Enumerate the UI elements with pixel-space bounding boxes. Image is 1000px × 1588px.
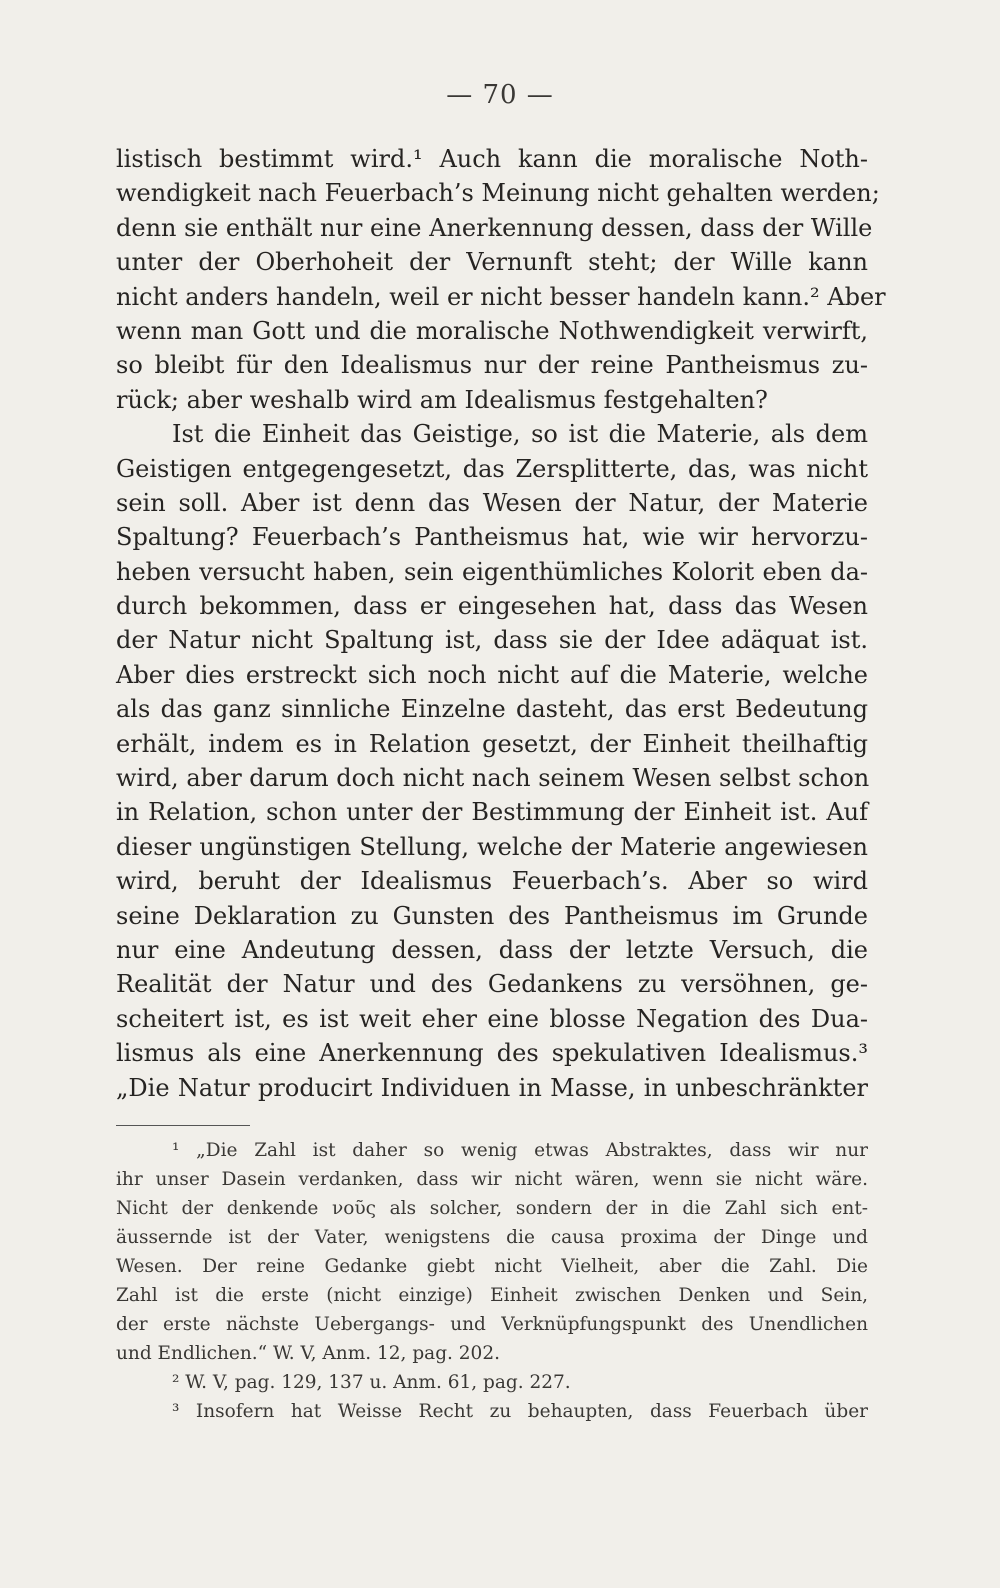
text-line: durch bekommen, dass er eingesehen hat, dass das Wesen [116, 592, 868, 621]
footnote-line: ihr unser Dasein verdanken, dass wir nicht wären, wenn sie nicht wäre. [116, 1169, 868, 1190]
text-line: heben versucht haben, sein eigenthümliches Kolorit eben da- [116, 557, 868, 586]
page-number: — 70 — [446, 80, 554, 110]
text-line: Spaltung? Feuerbach’s Pantheismus hat, wie wir hervorzu- [116, 523, 868, 552]
text-line: als das ganz sinnliche Einzelne dasteht, das erst Bedeutung [116, 695, 868, 724]
footnote-line: Nicht der denkende νοῦς als solcher, sondern der in die Zahl sich ent- [116, 1198, 868, 1219]
footnote-line: Wesen. Der reine Gedanke giebt nicht Vielheit, aber die Zahl. Die [116, 1256, 868, 1277]
body-text [116, 142, 886, 1105]
text-line: denn sie enthält nur eine Anerkennung dessen, dass der Wille [116, 213, 873, 242]
text-line: wird, beruht der Idealismus Feuerbach’s. Aber so wird [116, 867, 868, 896]
text-line: in Relation, schon unter der Bestimmung der Einheit ist. Auf [116, 798, 868, 827]
text-line: nicht anders handeln, weil er nicht besser handeln kann.² Aber [116, 282, 886, 311]
footnote-line: äussernde ist der Vater, wenigstens die causa proxima der Dinge und [116, 1227, 868, 1248]
text-line: unter der Oberhoheit der Vernunft steht; der Wille kann [116, 248, 868, 277]
text-line: dieser ungünstigen Stellung, welche der Materie angewiesen [116, 832, 868, 861]
text-line: seine Deklaration zu Gunsten des Pantheismus im Grunde [116, 901, 868, 930]
footnote-line: Zahl ist die erste (nicht einzige) Einheit zwischen Denken und Sein, [116, 1285, 868, 1306]
footnote-line: und Endlichen.“ W. V, Anm. 12, pag. 202. [116, 1343, 500, 1364]
footnotes [116, 1136, 868, 1426]
text-line: scheitert ist, es ist weit eher eine blosse Negation des Dua- [116, 1004, 868, 1033]
text-line: erhält, indem es in Relation gesetzt, der Einheit theilhaftig [116, 729, 868, 758]
text-line: listisch bestimmt wird.¹ Auch kann die moralische Noth- [116, 145, 868, 173]
footnote-divider [116, 1125, 250, 1126]
text-line: wendigkeit nach Feuerbach’s Meinung nicht gehalten werden; [116, 179, 880, 208]
text-line: so bleibt für den Idealismus nur der reine Pantheismus zu- [116, 351, 868, 380]
text-line: sein soll. Aber ist denn das Wesen der Natur, der Materie [116, 488, 868, 517]
text-line: Aber dies erstreckt sich noch nicht auf die Materie, welche [116, 660, 868, 689]
text-line: rück; aber weshalb wird am Idealismus festgehalten? [116, 385, 768, 414]
footnote-line: ² W. V, pag. 129, 137 u. Anm. 61, pag. 227. [172, 1372, 571, 1393]
text-line: Geistigen entgegengesetzt, das Zersplitterte, das, was nicht [116, 454, 868, 483]
text-line: wird, aber darum doch nicht nach seinem Wesen selbst schon [116, 764, 870, 793]
text-line: Realität der Natur und des Gedankens zu versöhnen, ge- [116, 970, 868, 999]
text-line: wenn man Gott und die moralische Nothwendigkeit verwirft, [116, 316, 868, 345]
text-line: der Natur nicht Spaltung ist, dass sie der Idee adäquat ist. [116, 626, 868, 655]
footnote-line: der erste nächste Uebergangs- und Verknüpfungspunkt des Unendlichen [116, 1314, 868, 1335]
text-line: „Die Natur producirt Individuen in Masse, in unbeschränkter [116, 1073, 868, 1102]
text-line: nur eine Andeutung dessen, dass der letzte Versuch, die [116, 935, 868, 964]
text-line: lismus als eine Anerkennung des spekulativen Idealismus.³ [116, 1039, 868, 1068]
footnote-line: ¹ „Die Zahl ist daher so wenig etwas Abstraktes, dass wir nur [172, 1140, 868, 1161]
footnote-line: ³ Insofern hat Weisse Recht zu behaupten, dass Feuerbach über [172, 1401, 868, 1422]
text-line: Ist die Einheit das Geistige, so ist die Materie, als dem [172, 420, 868, 449]
